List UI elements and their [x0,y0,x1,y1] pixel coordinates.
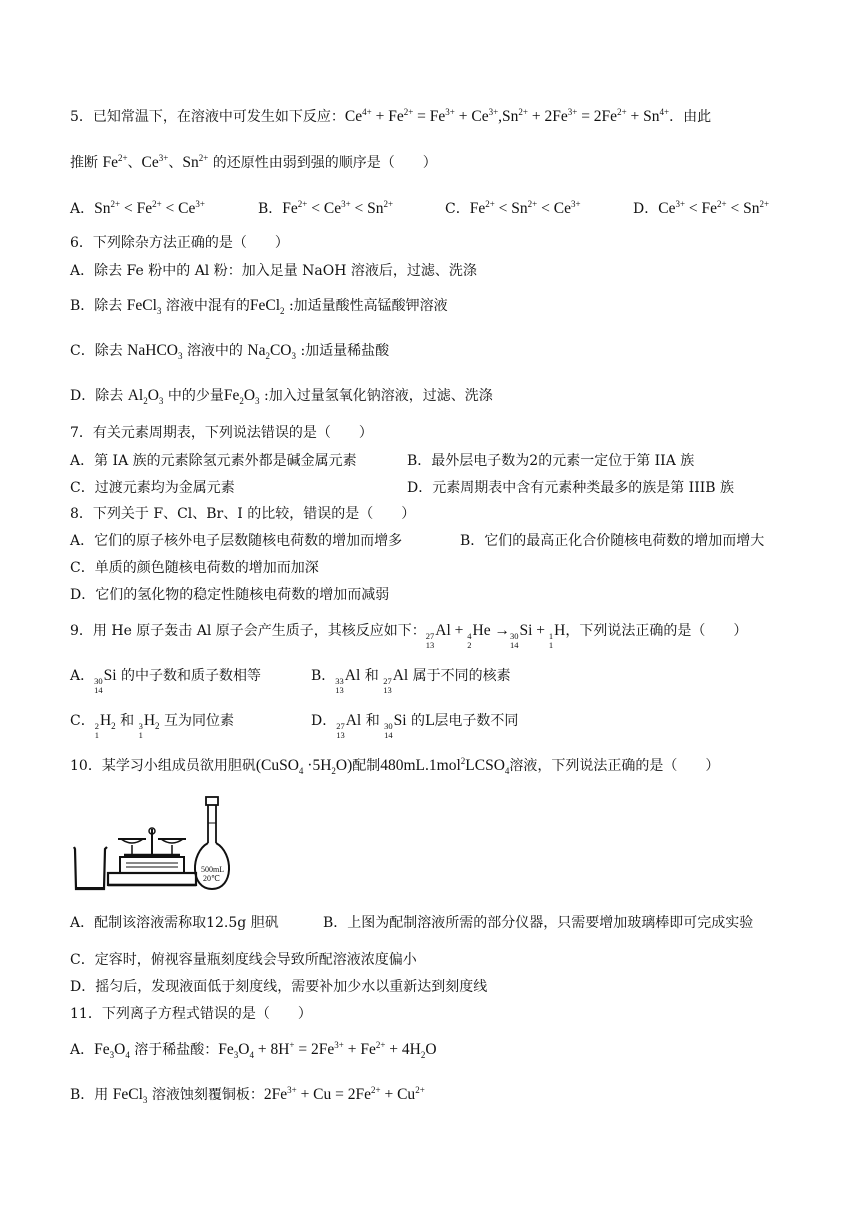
q8-option-a: A．它们的原子核外电子层数随核电荷数的增加而增多 [70,533,403,549]
q6-option-c: C．除去 NaHCO$_3$ 溶液中的 $Na_2CO_3$ :加适量稀盐酸 [70,342,390,362]
q5-stem-line2: 推断 $Fe^{2+}$、$Ce^{3+}$、$Sn^{2+}$ 的还原性由弱到强的顺序是（ ） [70,152,437,171]
q5-option-a: A．$Sn^{2+} < Fe^{2+} < Ce^{3+}$ [70,198,205,217]
q6-option-a: A．除去 Fe 粉中的 Al 粉：加入足量 NaOH 溶液后，过滤、洗涤 [70,263,477,279]
balance-icon [108,828,196,885]
q10-stem: 10．某学习小组成员欲用胆矾(CuSO$_4$ $\cdot 5H_2O$)配制$480mL.1mol^2LCSO_4$溶液，下列说法正确的是（ ） [70,755,720,777]
q10-option-d: D．摇匀后，发现液面低于刻度线，需要补加少水以重新达到刻度线 [70,979,488,995]
q8-option-d: D．它们的氢化物的稳定性随核电荷数的增加而减弱 [70,587,390,603]
q10-option-b: B．上图为配制溶液所需的部分仪器，只需要增加玻璃棒即可完成实验 [323,915,754,931]
q8-option-c: C．单质的颜色随核电荷数的增加而加深 [70,560,319,576]
q6-stem: 6．下列除杂方法正确的是（ ） [70,235,289,251]
q9-stem: 9．用 He 原子轰击 Al 原子会产生质子，其核反应如下： 27 13 Al + 4 2 He → 30 14 Si + 1 1 H，下列说法正确的是（ ） [70,622,748,650]
q9-option-c: C． 2 1 $H_2$ 和 3 1 $H_2$ 互为同位素 [70,712,234,740]
lab-apparatus-figure [72,795,242,895]
q10-option-c: C．定容时，俯视容量瓶刻度线会导致所配溶液浓度偏小 [70,952,417,968]
q8-stem: 8．下列关于 F、Cl、Br、I 的比较，错误的是（ ） [70,506,416,522]
q9-option-d: D． 27 13 Al 和 30 14 Si 的L层电子数不同 [311,712,519,740]
q5-option-c: C．$Fe^{2+} < Sn^{2+} < Ce^{3+}$ [445,198,581,217]
q7-option-d: D．元素周期表中含有元素种类最多的族是第 IIIB 族 [407,480,735,496]
q6-option-b: B．除去 FeCl$_3$ 溶液中混有的FeCl$_2$ :加适量酸性高锰酸钾溶液 [70,297,448,317]
q9-option-a: A． 30 14 Si 的中子数和质子数相等 [70,667,262,695]
q7-stem: 7．有关元素周期表，下列说法错误的是（ ） [70,425,373,441]
q5-option-d: D．$Ce^{3+} < Fe^{2+} < Sn^{2+}$ [633,198,770,217]
flask-temperature-label: 20℃ [203,874,220,883]
volumetric-flask-icon [195,797,229,889]
q5-stem-line1: 5．已知常温下，在溶液中可发生如下反应：$Ce^{4+} + Fe^{2+} = Fe^{3+} + Ce^{3+},Sn^{2+} + 2Fe^{3+} = 2Fe^{2+} + Sn^{4+}$．由此 [70,106,712,125]
q7-option-a: A．第 IA 族的元素除氢元素外都是碱金属元素 [70,453,357,469]
beaker-icon [74,847,107,889]
flask-volume-label: 500mL [201,865,225,874]
q11-option-a: A．$Fe_3O_4$ 溶于稀盐酸：$Fe_3O_4 + 8H^+ = 2Fe^{3+} + Fe^{2+} + 4H_2O$ [70,1039,437,1061]
q10-option-a: A．配制该溶液需称取12.5g 胆矾 [70,915,279,931]
q8-option-b: B．它们的最高正化合价随核电荷数的增加而增大 [460,533,765,549]
q11-stem: 11．下列离子方程式错误的是（ ） [70,1006,312,1022]
q11-option-b: B．用 FeCl$_3$ 溶液蚀刻覆铜板：$2Fe^{3+} + Cu = 2Fe^{2+} + Cu^{2+}$ [70,1084,425,1106]
q7-option-c: C．过渡元素均为金属元素 [70,480,235,496]
q6-option-d: D．除去 $Al_2O_3$ 中的少量$Fe_2O_3$ :加入过量氢氧化钠溶液，过滤、洗涤 [70,387,493,407]
q5-option-b: B．$Fe^{2+} < Ce^{3+} < Sn^{2+}$ [258,198,394,217]
q7-option-b: B．最外层电子数为2的元素一定位于第 IIA 族 [407,453,695,469]
q9-option-b: B． 33 13 Al 和 27 13 Al 属于不同的核素 [311,667,511,695]
